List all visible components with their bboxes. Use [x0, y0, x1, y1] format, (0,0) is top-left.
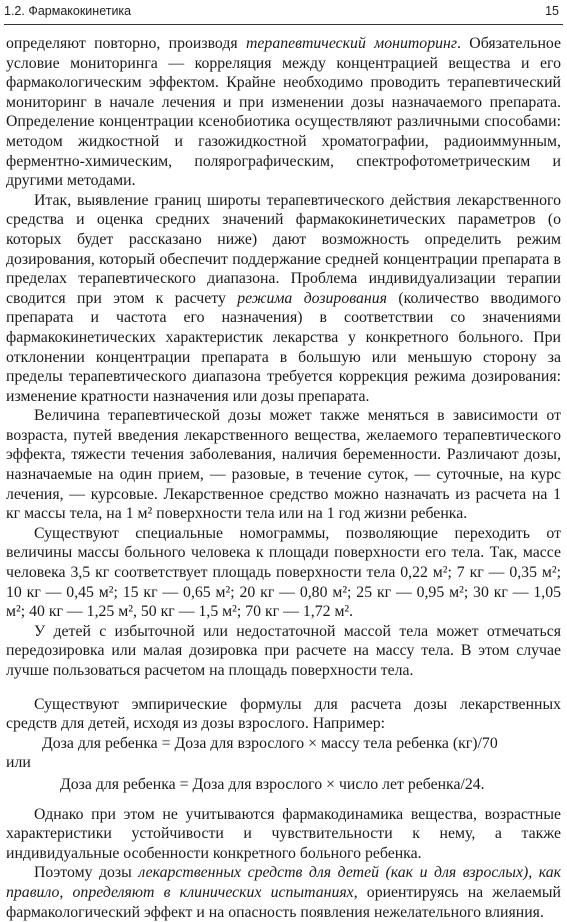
text-run: Поэтому дозы — [34, 864, 139, 882]
paragraph-dosing-regimen — [6, 191, 561, 407]
paragraph-limitations: Однако при этом не учитываются фармакодинамика вещества, возрастные характеристики устойчивости и чувствительности к нему, а также индивидуальные особенности конкретного больного ребенка. — [6, 805, 561, 862]
text-run: , ориентируясь на желаемый фармакологический эффект и на опасность появления нежелательного влияния. — [6, 883, 561, 921]
or-word: или — [6, 754, 31, 772]
paragraph-therapeutic-dose: Величина терапевтической дозы может также меняться в зависимости от возраста, путей введения лекарственного вещества, желаемого терапевтического эффекта, тяжести течения заболевания, наличия беременности. Различают дозы, назначаемые на один прием, — разовые, в течение суток, — суточные, на курс лечения, — курсовые. Лекарственное средство можно назначать из расчета на 1 кг массы тела, на 1 м² поверхности тела или на 1 год жизни ребенка. — [6, 407, 561, 523]
paragraph-body-mass: У детей с избыточной или недостаточной массой тела может отмечаться передозировка или малая дозировка при расчете на массу тела. В этом случае лучше пользоваться расчетом на площадь поверхности тела. — [6, 622, 561, 679]
paragraph-nomograms: Существуют специальные номограммы, позволяющие переходить от величины массы больного человека к площади поверхности его тела. Так, массе человека 3,5 кг соответствует площадь поверхности тела 0,22 м²; 7 кг — 0,35 м²; 10 кг — 0,45 м²; 15 кг — 0,65 м²; 20 кг — 0,80 м²; 25 кг — 0,95 м²; 30 кг — 1,05 м²; 40 кг — 1,25 м², 50 кг — 1,5 м²; 70 кг — 1,72 м². — [6, 524, 561, 621]
paragraph-monitoring — [6, 34, 561, 191]
text-run: . Обязательное условие мониторинга — корреляция между концентрацией вещества и его фармакологическим эффектом. Крайне необходимо проводить терапевтический мониторинг в начале лечения и при изменении дозы назначаемого препарата. Определение концентрации ксенобиотика осуществляют различными способами: методом жидкостной и газожидкостной хроматографии, радиоиммунным, ферментно-химическим, полярографическим, спектрофотометрическим и другими методами. — [6, 35, 562, 190]
page-body — [6, 34, 562, 921]
header-rule — [4, 24, 563, 25]
text-run: Итак, выявление границ широты терапевтического действия лекарственного средства и оценка средних значений фармакокинетических параметров (о которых будет рассказано ниже) дают возможность определить режим дозирования, который обеспечит поддержание средней концентрации препарата в пределах терапевтического диапазона. Проблема индивидуализации терапии сводится при этом к расчету — [6, 191, 561, 307]
paragraph-empirical-formulas: Существуют эмпирические формулы для расчета дозы лекарственных средств для детей, исходя из дозы взрослого. Например: — [6, 695, 561, 733]
section-title: 1.2. Фармакокинетика — [4, 4, 132, 18]
text-run: (количество вводимого препарата и частота его назначения) в соответствии со значениями фармакокинетических характеристик лекарства у конкретного больного. При отклонении концентрации препарата в большую или меньшую сторону за пределы терапевтического диапазона требуется коррекция режима дозирования: изменение кратности назначения или дозы препарата. — [6, 289, 562, 405]
page-number: 15 — [545, 4, 559, 18]
paragraph-clinical-trials — [6, 863, 561, 922]
emphasis-therapeutic-monitoring: терапевтический мониторинг — [246, 35, 457, 52]
emphasis-clinical-trials: лекарственных средств для детей (как и для взрослых), как правило, определяют в клинических испытаниях — [6, 864, 561, 901]
text-run: определяют повторно, производя — [6, 35, 247, 52]
running-header — [4, 4, 559, 24]
emphasis-dosing-regimen: режима дозирования — [237, 289, 387, 307]
formula-by-age: Доза для ребенка = Доза для взрослого × число лет ребенка/24. — [60, 775, 485, 793]
formula-by-mass: Доза для ребенка = Доза для взрослого × массу тела ребенка (кг)/70 — [42, 734, 498, 752]
